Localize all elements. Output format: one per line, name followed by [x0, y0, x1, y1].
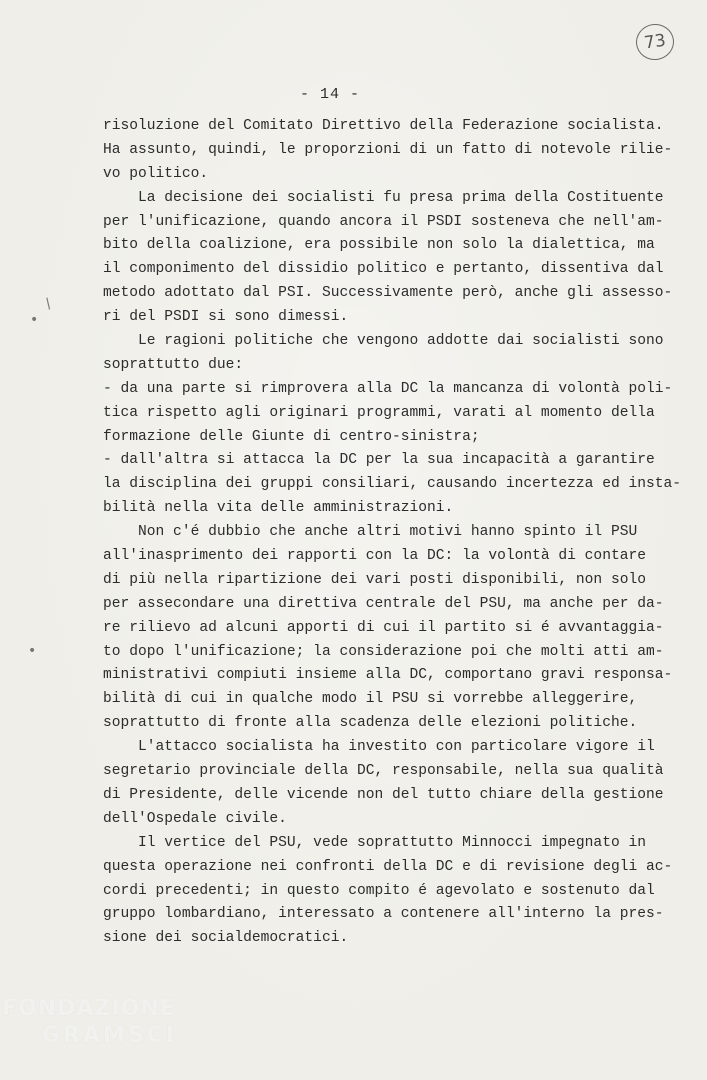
text-line: L'attacco socialista ha investito con particolare vigore il: [103, 739, 655, 756]
text-line: vo politico.: [103, 165, 209, 182]
margin-dot: •: [30, 312, 39, 328]
text-line: - dall'altra si attacca la DC per la sua incapacità a garantire: [103, 452, 655, 469]
margin-tick: /: [42, 295, 55, 313]
text-line: metodo adottato dal PSI. Successivamente però, anche gli assesso-: [103, 285, 673, 302]
text-line: risoluzione del Comitato Direttivo della Federazione socialista.: [103, 118, 664, 134]
text-line: la disciplina dei gruppi consiliari, causando incertezza ed insta-: [103, 476, 682, 493]
text-line: segretario provinciale della DC, responsabile, nella sua qualità: [103, 763, 664, 780]
text-line: per l'unificazione, quando ancora il PSDI sosteneva che nell'am-: [103, 213, 664, 230]
body-text: [103, 115, 682, 951]
text-line: to dopo l'unificazione; la considerazione poi che molti atti am-: [103, 643, 664, 660]
text-line: dell'Ospedale civile.: [103, 810, 287, 827]
text-line: bilità nella vita delle amministrazioni.: [103, 500, 454, 517]
text-line: La decisione dei socialisti fu presa prima della Costituente: [103, 189, 664, 206]
text-line: ministrativi compiuti insieme alla DC, comportano gravi responsa-: [103, 667, 673, 684]
text-line: questa operazione nei confronti della DC e di revisione degli ac-: [103, 858, 673, 875]
text-line: soprattutto di fronte alla scadenza delle elezioni politiche.: [103, 715, 638, 732]
text-line: Le ragioni politiche che vengono addotte dai socialisti sono: [103, 333, 664, 350]
text-line: all'inasprimento dei rapporti con la DC: la volontà di contare: [103, 548, 646, 565]
text-line: soprattutto due:: [103, 356, 244, 373]
text-line: Non c'é dubbio che anche altri motivi hanno spinto il PSU: [103, 524, 638, 541]
text-line: per assecondare una direttiva centrale del PSU, ma anche per da-: [103, 595, 664, 612]
text-line: gruppo lombardiano, interessato a contenere all'interno la pres-: [103, 906, 664, 923]
text-line: tica rispetto agli originari programmi, varati al momento della: [103, 404, 655, 421]
text-line: di Presidente, delle vicende non del tutto chiare della gestione: [103, 786, 664, 803]
margin-dot: •: [28, 643, 37, 659]
text-line: sione dei socialdemocratici.: [103, 930, 349, 947]
watermark-line2: [42, 1023, 207, 1048]
archive-number-stamp: 73: [634, 22, 677, 63]
text-line: ri del PSDI si sono dimessi.: [103, 309, 349, 326]
text-line: re rilievo ad alcuni apporti di cui il partito si é avvantaggia-: [103, 619, 664, 636]
text-line: Il vertice del PSU, vede soprattutto Minnocci impegnato in: [103, 834, 646, 851]
watermark-logo: [2, 996, 207, 1048]
text-line: - da una parte si rimprovera alla DC la mancanza di volontà poli-: [103, 380, 673, 397]
page-number: - 14 -: [299, 86, 360, 103]
text-line: cordi precedenti; in questo compito é agevolato e sostenuto dal: [103, 882, 655, 899]
text-line: bito della coalizione, era possibile non solo la dialettica, ma: [103, 237, 655, 254]
watermark-gramsci: GRAMSCI: [42, 1023, 178, 1048]
text-line: bilità di cui in qualche modo il PSU si vorrebbe alleggerire,: [103, 691, 638, 708]
text-line: il componimento del dissidio politico e pertanto, dissentiva dal: [103, 261, 664, 278]
watermark-onlus: onlus: [183, 1035, 208, 1045]
text-line: di più nella ripartizione dei vari posti disponibili, non solo: [103, 571, 646, 588]
watermark-line1: FONDAZIONE: [2, 996, 176, 1021]
text-line: Ha assunto, quindi, le proporzioni di un fatto di notevole rilie-: [103, 141, 673, 158]
text-line: formazione delle Giunte di centro-sinistra;: [103, 428, 480, 445]
